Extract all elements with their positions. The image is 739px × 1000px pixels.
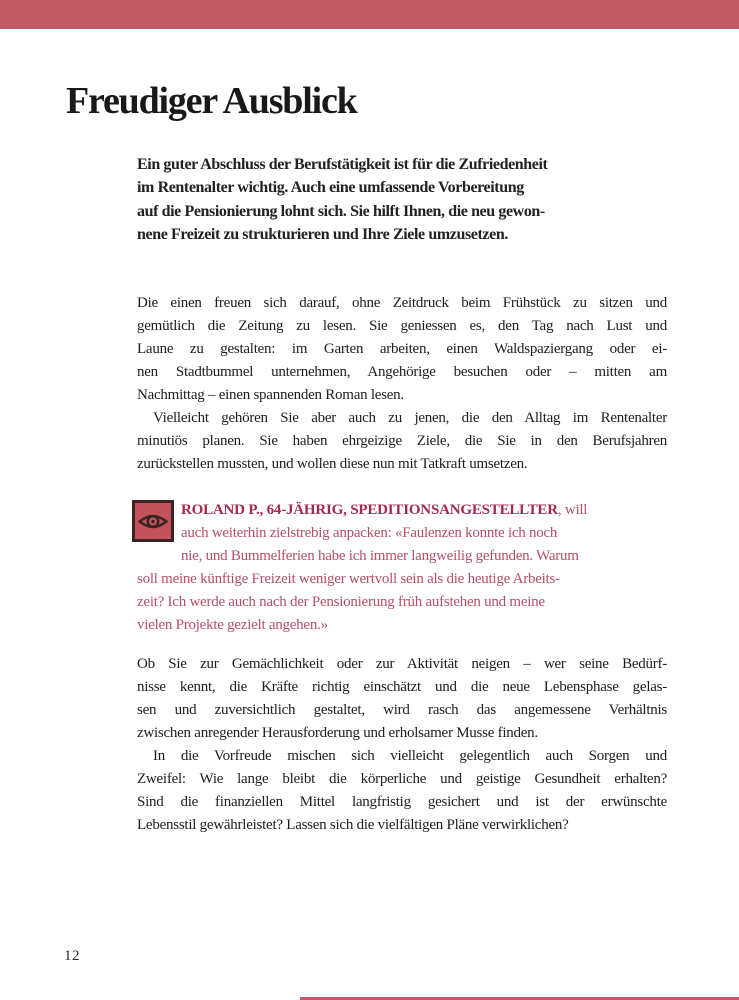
text-line: vielen Projekte gezielt angehen.» [137,617,328,634]
text-line: auch weiterhin zielstrebig anpacken: «Faulenzen konnte ich noch [181,525,558,542]
text-line: Sind die finanziellen Mittel langfristig gesichert und ist der erwünschte [137,794,667,811]
text-line: auf die Pensionierung lohnt sich. Sie hilft Ihnen, die neu gewon- [137,202,545,220]
text-line: im Rentenalter wichtig. Auch eine umfassende Vorbereitung [137,179,524,197]
text-line: nisse kennt, die Kräfte richtig einschätzt und die neue Lebensphase gelas- [137,679,667,696]
text-line: Laune zu gestalten: im Garten arbeiten, einen Waldspaziergang oder ei- [137,341,667,358]
intro-paragraph [137,153,667,246]
body-paragraph-3 [137,653,667,745]
case-example-block [137,499,667,637]
text-line: Ob Sie zur Gemächlichkeit oder zur Aktivität neigen – wer seine Bedürf- [137,656,667,673]
quote-text [137,522,667,637]
text-line: minutiös planen. Sie haben ehrgeizige Ziele, die Sie in den Berufsjahren [137,433,667,450]
text-line: sen und zuversichtlich gestaltet, wird rasch das angemessene Verhältnis [137,702,667,719]
body-paragraph-1 [137,292,667,407]
text-line: Nachmittag – einen spannenden Roman lesen. [137,387,404,404]
text-line: zurückstellen mussten, und wollen diese nun mit Tatkraft umsetzen. [137,456,528,473]
page-title: Freudiger Ausblick [66,80,357,122]
text-line: soll meine künftige Freizeit weniger wertvoll sein als die heutige Arbeits- [137,571,560,588]
text-line: Ein guter Abschluss der Berufstätigkeit ist für die Zufriedenheit [137,156,548,173]
text-line: gemütlich die Zeitung zu lesen. Sie geniessen es, den Tag nach Lust und [137,318,667,335]
text-line: nie, und Bummelferien habe ich immer langweilig gefunden. Warum [181,548,579,565]
text-line: Zweifel: Wie lange bleibt die körperliche und geistige Gesundheit erhalten? [137,771,667,788]
text-line: zwischen anregender Herausforderung und erholsamer Musse finden. [137,725,538,742]
header-bar [0,0,739,32]
quote-lead-line [137,499,667,522]
quote-person-label: ROLAND P., 64-JÄHRIG, SPEDITIONSANGESTELLTER [181,502,558,519]
text-line: Vielleicht gehören Sie aber auch zu jenen, die den Alltag im Rentenalter [153,410,667,427]
text-line: zeit? Ich werde auch nach der Pensionierung früh aufstehen und meine [137,594,545,611]
text-line: In die Vorfreude mischen sich vielleicht gelegentlich auch Sorgen und [153,748,667,765]
text-line: nene Freizeit zu strukturieren und Ihre Ziele umzusetzen. [137,225,508,243]
text-line: nen Stadtbummel unternehmen, Angehörige besuchen oder – mitten am [137,364,667,381]
quote-lead-rest: , will [557,502,588,519]
body-paragraph-2 [137,407,667,476]
eye-icon [132,500,174,542]
body-paragraph-4 [137,745,667,837]
text-line: Die einen freuen sich darauf, ohne Zeitdruck beim Frühstück zu sitzen und [137,295,667,312]
text-line: Lebensstil gewährleistet? Lassen sich die vielfältigen Pläne verwirklichen? [137,817,569,834]
page-number: 12 [64,948,80,964]
content-column [137,153,667,837]
